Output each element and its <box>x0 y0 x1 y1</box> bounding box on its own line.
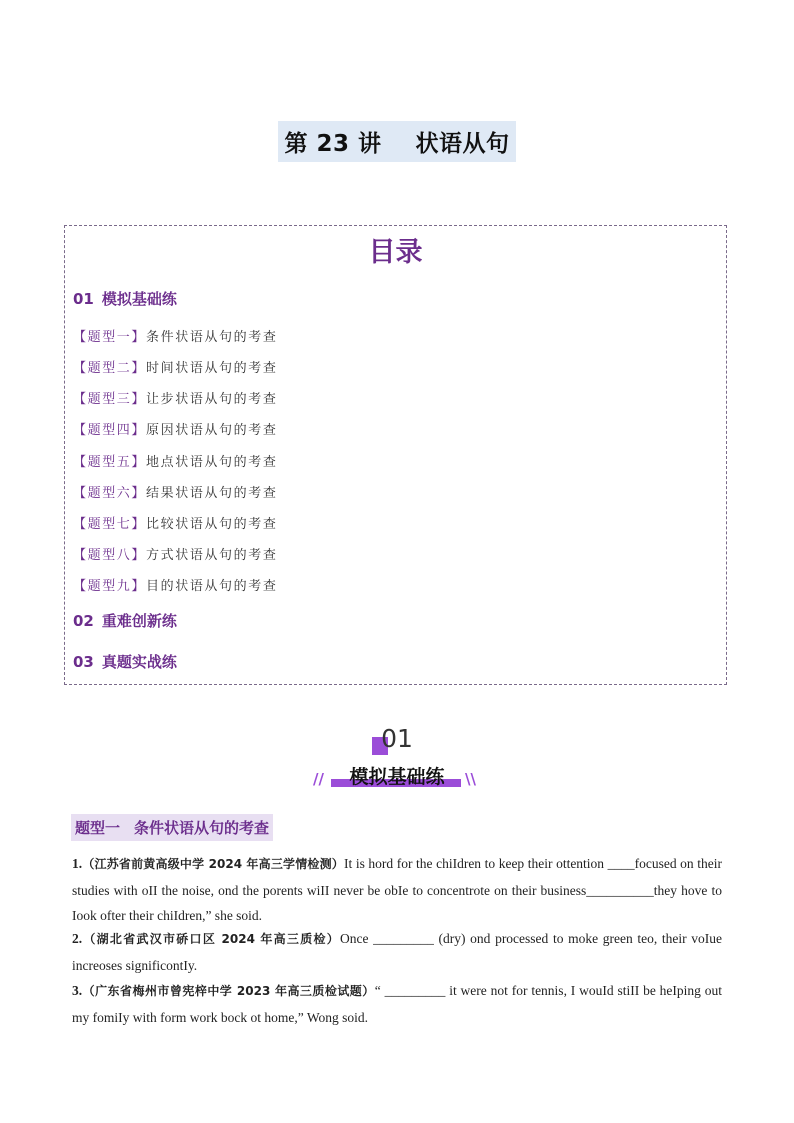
toc-item[interactable]: 【题型二】时间状语从句的考查 <box>73 361 278 376</box>
toc-item[interactable]: 【题型四】原因状语从句的考查 <box>73 423 278 438</box>
question-type-heading: 题型一 条件状语从句的考查 <box>71 814 273 841</box>
toc-section-01[interactable]: 01 模拟基础练 <box>73 290 177 308</box>
toc-item[interactable]: 【题型一】条件状语从句的考查 <box>73 330 278 345</box>
banner-right-mark: \\ <box>465 770 476 788</box>
question-1: 1.（江苏省前黄高级中学 2024 年高三学情检测）It is hord for the chiIdren to keep their ottention ____focused on their studies with oII the noise, ond the porents wiII never be obIe to concentrote on their business__________they hove to Iook ofter their chiIdren,” she soid. <box>72 856 722 923</box>
toc-section-03[interactable]: 03 真题实战练 <box>73 653 177 671</box>
toc-heading: 目录 <box>368 237 423 268</box>
banner-number: 01 <box>381 724 413 753</box>
toc-item[interactable]: 【题型七】比较状语从句的考查 <box>73 517 278 532</box>
question-2: 2.（湖北省武汉市硚口区 2024 年高三质检）Once _________ (dry) ond processed to moke green teo, their voIue increoses significontIy. <box>72 931 722 973</box>
toc-item[interactable]: 【题型五】地点状语从句的考查 <box>73 455 278 470</box>
lecture-topic: 状语从句 <box>415 131 510 157</box>
question-3: 3.（广东省梅州市曾宪梓中学 2023 年高三质检试题）“ _________ it were not for tennis, I wouId stiII be heIping out my fomiIy with form work bock ot home,” Wong soid. <box>72 983 722 1025</box>
page-title <box>278 121 515 162</box>
lecture-number: 第 23 讲 <box>284 131 382 157</box>
toc-item[interactable]: 【题型九】目的状语从句的考查 <box>73 579 278 594</box>
banner-title: 模拟基础练 <box>349 766 445 788</box>
toc-item[interactable]: 【题型六】结果状语从句的考查 <box>73 486 278 501</box>
toc-item[interactable]: 【题型八】方式状语从句的考查 <box>73 548 278 563</box>
banner-left-mark: // <box>313 770 324 788</box>
table-of-contents <box>64 225 727 685</box>
page-title-wrap <box>0 121 794 162</box>
toc-section-02[interactable]: 02 重难创新练 <box>73 612 177 630</box>
toc-item[interactable]: 【题型三】让步状语从句的考查 <box>73 392 278 407</box>
